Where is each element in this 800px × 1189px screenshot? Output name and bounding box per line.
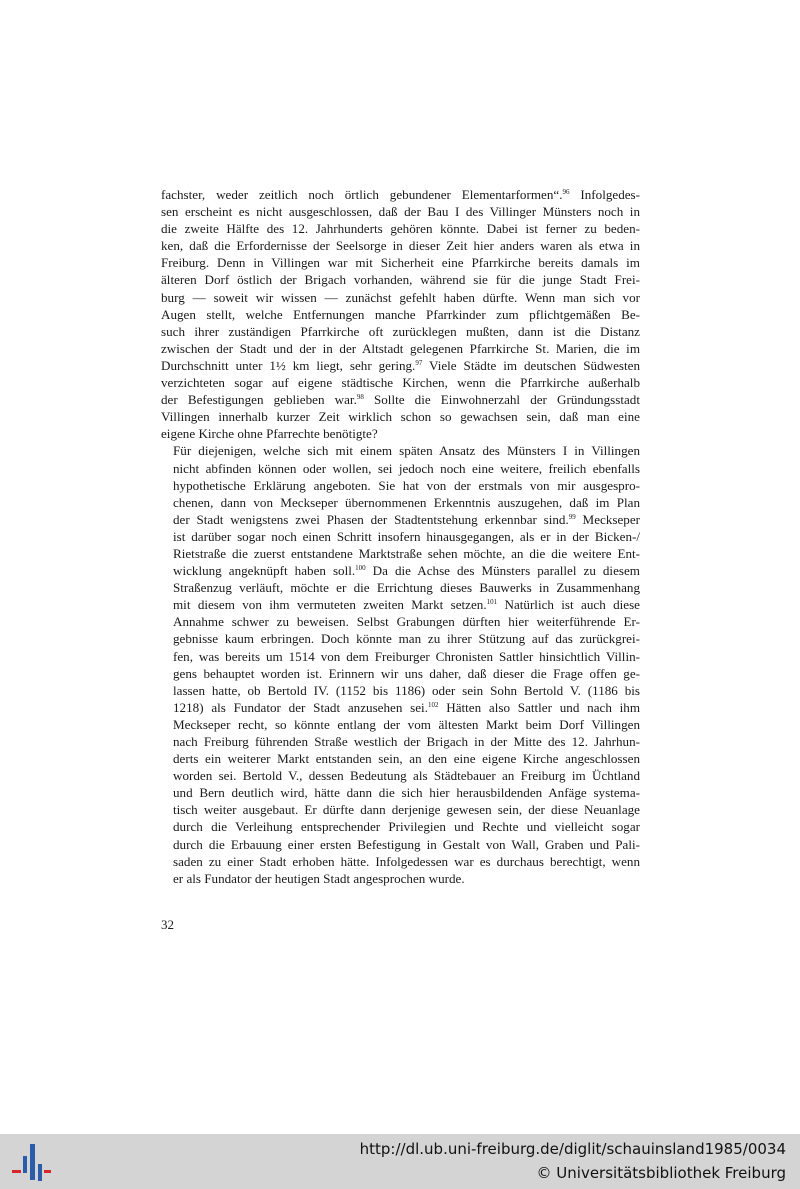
- text-line: [161, 716, 640, 733]
- footnote-reference: 102: [427, 700, 439, 709]
- text-segment: eigene Kirche ohne Pfarrechte benötigte?: [161, 426, 378, 442]
- text-line: [161, 477, 640, 494]
- text-line: [161, 870, 640, 887]
- text-line: [161, 801, 640, 818]
- text-line: [161, 237, 640, 254]
- text-line: [161, 357, 640, 374]
- text-segment: der Stadt wenigstens zwei Phasen der Stadtentstehung erkennbar sind.: [173, 511, 569, 527]
- text-segment: Freiburg. Denn in Villingen war mit Sicherheit eine Pfarrkirche bereits damals im: [161, 255, 640, 271]
- ub-freiburg-logo-icon: [10, 1141, 52, 1183]
- text-segment: Rietstraße die zuerst entstandene Marktstraße sehen möchte, an die die weitere Ent-: [173, 545, 640, 561]
- text-segment: der Befestigungen geblieben war.: [161, 392, 357, 408]
- text-segment: Augen stellt, welche Entfernungen manche Pfarrkinder zum pflichtgemäßen Be-: [161, 306, 640, 322]
- footnote-reference: 97: [415, 358, 423, 367]
- text-line: [161, 271, 640, 288]
- text-segment: er als Fundator der heutigen Stadt angesprochen wurde.: [173, 870, 465, 886]
- text-segment: zwischen der Stadt und der in der Altstadt gelegenen Pfarrkirche St. Marien, die im: [161, 340, 640, 356]
- text-line: [161, 374, 640, 391]
- text-segment: 1218) als Fundator der Stadt anzusehen sei.: [173, 699, 428, 715]
- text-segment: tisch weiter ausgebaut. Er dürfte dann derjenige gewesen sein, der diese Neuanlage: [173, 802, 640, 818]
- text-line: [161, 425, 640, 442]
- text-segment: Natürlich ist auch diese: [497, 597, 640, 613]
- viewer-footer: [0, 1134, 800, 1189]
- text-segment: Da die Achse des Münsters parallel zu diesem: [365, 563, 640, 579]
- text-line: [161, 836, 640, 853]
- text-line: [161, 408, 640, 425]
- text-line: [161, 545, 640, 562]
- footnote-reference: 96: [562, 188, 570, 196]
- text-line: [161, 254, 640, 271]
- text-line: [161, 767, 640, 784]
- text-segment: worden sei. Bertold V., dessen Bedeutung als Städtebauer an Freiburg im Üchtland: [173, 768, 640, 784]
- text-line: [161, 511, 640, 528]
- text-segment: lassen hatte, ob Bertold IV. (1152 bis 1186) oder sein Sohn Bertold V. (1186 bis: [173, 682, 640, 698]
- text-line: [161, 391, 640, 408]
- text-line: [161, 579, 640, 596]
- text-line: [161, 289, 640, 306]
- text-segment: saden zu einer Stadt erhoben hätte. Infolgedessen war es durchaus berechtigt, wenn: [173, 853, 640, 869]
- text-segment: wicklung angeknüpft haben soll.: [173, 563, 356, 579]
- text-line: [161, 306, 640, 323]
- text-segment: älteren Dorf östlich der Brigach vorhanden, während sie für die junge Stadt Frei-: [161, 272, 640, 288]
- footnote-reference: 98: [356, 393, 364, 402]
- text-line: [161, 784, 640, 801]
- text-segment: such ihrer zuständigen Pfarrkirche oft zurücklegen mußten, dann ist die Distanz: [161, 323, 640, 339]
- text-segment: Infolgedes-: [569, 187, 641, 202]
- text-line: [161, 562, 640, 579]
- footnote-reference: 100: [355, 564, 366, 573]
- text-line: [161, 186, 640, 203]
- text-segment: nach Freiburg führenden Straße westlich der Brigach in der Mitte des 12. Jahrhun-: [173, 734, 640, 749]
- text-line: [161, 665, 640, 682]
- text-segment: Meckseper recht, so könnte entlang der vom ältesten Markt beim Dorf Villingen: [173, 716, 640, 732]
- text-segment: gens behauptet worden ist. Erinnern wir uns daher, daß dieser die Frage offen ge-: [173, 665, 640, 681]
- text-line: [161, 323, 640, 340]
- text-segment: Durchschnitt unter 1½ km liegt, sehr gering.: [161, 357, 416, 373]
- text-line: [161, 442, 640, 459]
- paragraph: [161, 186, 640, 442]
- text-segment: Viele Städte im deutschen Südwesten: [422, 357, 640, 373]
- copyright-notice: © Universitätsbibliothek Freiburg: [536, 1164, 786, 1182]
- text-segment: Für diejenigen, welche sich mit einem späten Ansatz des Münsters I in Villingen: [173, 443, 640, 459]
- source-url-link[interactable]: http://dl.ub.uni-freiburg.de/diglit/schauinsland1985/0034: [359, 1140, 786, 1158]
- text-line: [161, 682, 640, 699]
- text-segment: ken, daß die Erfordernisse der Seelsorge in dieser Zeit hier anders waren als etwa in: [161, 238, 640, 254]
- text-line: [161, 853, 640, 870]
- text-segment: derts ein weiterer Markt entstanden sein, an den eine eigene Kirche angeschlossen: [173, 751, 640, 767]
- text-line: [161, 340, 640, 357]
- text-segment: fen, was bereits um 1514 von dem Freiburger Chronisten Sattler hinsichtlich Villin-: [173, 648, 640, 664]
- text-line: [161, 733, 640, 750]
- text-segment: nicht abfinden können oder wollen, sei jedoch noch eine weitere, freilich ebenfalls: [173, 460, 640, 476]
- text-segment: ist darüber sogar noch einen Schritt insofern hinausgegangen, als er in der Bicken-/: [173, 528, 640, 544]
- text-segment: durch die Verleihung entsprechender Privilegien und Rechte und vielleicht sogar: [173, 819, 640, 835]
- text-segment: und Bern deutlich wird, hätte dann die sich hier herausbildenden Anfäge systema-: [173, 785, 640, 801]
- paragraph: [161, 442, 640, 886]
- text-segment: verzichteten sogar auf eigene städtische Kirchen, wenn die Pfarrkirche außerhalb: [161, 375, 640, 391]
- text-segment: Meckseper: [575, 511, 640, 527]
- text-segment: chenen, dann von Meckseper übernommenen Erkenntnis auszugehen, daß im Plan: [173, 494, 640, 510]
- text-line: [161, 818, 640, 835]
- text-line: [161, 596, 640, 613]
- text-segment: gebnisse kaum erbringen. Doch könnte man zu ihrer Stützung auf das zurückgrei-: [173, 631, 640, 647]
- text-segment: Hätten also Sattler und nach ihm: [438, 699, 641, 715]
- body-text: [161, 186, 640, 887]
- text-segment: Straßenzug verläuft, möchte er die Errichtung dieses Bauwerks in Zusammenhang: [173, 580, 640, 596]
- text-segment: sen erscheint es nicht ausgeschlossen, daß der Bau I des Villinger Münsters noch in: [161, 204, 640, 220]
- text-segment: mit diesem von ihm vermuteten zweiten Markt setzen.: [173, 597, 487, 613]
- text-segment: Annahme schwer zu beweisen. Selbst Grabungen dürften hier weiterführende Er-: [173, 614, 640, 630]
- footnote-reference: 99: [568, 512, 576, 521]
- text-line: [161, 528, 640, 545]
- page-number: 32: [161, 917, 174, 932]
- text-line: [161, 494, 640, 511]
- text-segment: die zweite Hälfte des 12. Jahrhunderts gehören könnte. Dabei ist ferner zu beden-: [161, 221, 640, 237]
- text-segment: burg — soweit wir wissen — zunächst gefehlt haben dürfte. Wenn man sich vor: [161, 289, 640, 305]
- text-line: [161, 613, 640, 630]
- text-segment: durch die Erbauung einer ersten Befestigung in Gestalt von Wall, Graben und Pali-: [173, 836, 640, 852]
- text-line: [161, 220, 640, 237]
- text-line: [161, 460, 640, 477]
- text-segment: fachster, weder zeitlich noch örtlich gebundener Elementarformen“.: [161, 187, 563, 202]
- text-line: [161, 203, 640, 220]
- text-segment: Sollte die Einwohnerzahl der Gründungsstadt: [363, 392, 640, 408]
- text-line: [161, 648, 640, 665]
- text-line: [161, 630, 640, 647]
- text-line: [161, 750, 640, 767]
- footnote-reference: 101: [486, 598, 498, 607]
- text-segment: hypothetische Erklärung angeboten. Sie hat von der erstmals von mir ausgespro-: [173, 477, 640, 493]
- text-line: [161, 699, 640, 716]
- text-segment: Villingen innerhalb kurzer Zeit wirklich schon so gewachsen sein, daß man eine: [161, 409, 640, 425]
